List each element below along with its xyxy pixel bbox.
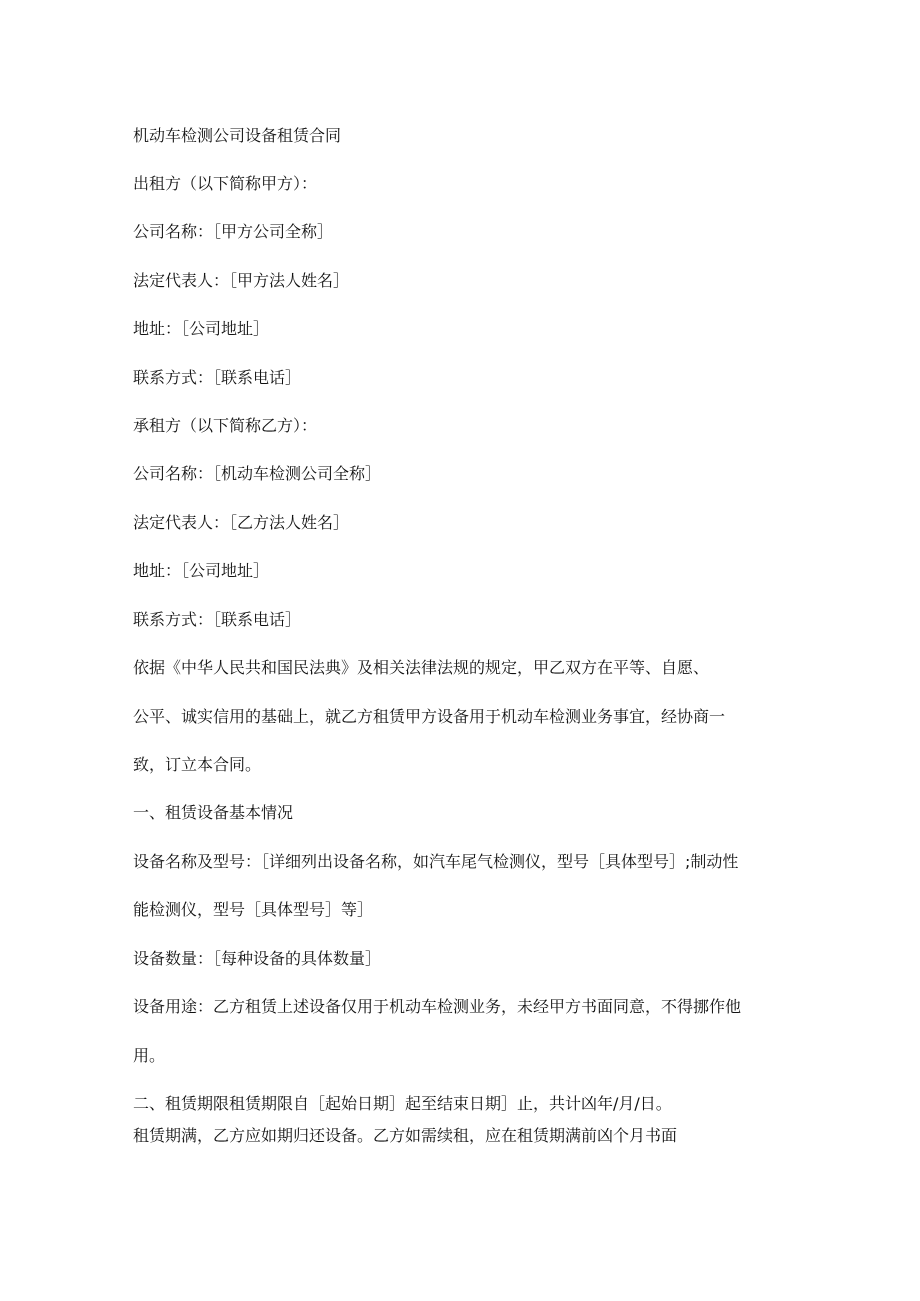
lessor-heading: 出租方（以下简称甲方）：	[133, 174, 318, 193]
lessor-address: 地址：［公司地址］	[133, 319, 270, 338]
preamble-line-3: 致，订立本合同。	[133, 755, 262, 774]
lessee-heading: 承租方（以下简称乙方）：	[133, 416, 318, 435]
equipment-quantity: 设备数量：［每种设备的具体数量］	[133, 949, 382, 968]
section2-line-2: 租赁期满，乙方应如期归还设备。乙方如需续租，应在租赁期满前凶个月书面	[133, 1126, 678, 1145]
lessor-legal-rep: 法定代表人：［甲方法人姓名］	[133, 271, 350, 290]
document-title: 机动车检测公司设备租赁合同	[133, 126, 342, 145]
equipment-name-line-2: 能检测仪，型号［具体型号］等］	[133, 900, 374, 919]
lessee-address: 地址：［公司地址］	[133, 561, 270, 580]
preamble-line-2: 公平、诚实信用的基础上，就乙方租赁甲方设备用于机动车检测业务事宜，经协商一	[133, 707, 726, 726]
lessee-legal-rep: 法定代表人：［乙方法人姓名］	[133, 513, 350, 532]
equipment-use-line-2: 用。	[133, 1046, 166, 1065]
section2-line-1: 二、租赁期限租赁期限自［起始日期］起至结束日期］止，共计凶年/月/日。	[133, 1094, 672, 1113]
lessee-company-name: 公司名称：［机动车检测公司全称］	[133, 464, 382, 483]
lessor-contact: 联系方式：［联系电话］	[133, 368, 302, 387]
equipment-name-line-1: 设备名称及型号：［详细列出设备名称，如汽车尾气检测仪，型号［具体型号］;制动性	[133, 852, 739, 871]
lessee-contact: 联系方式：［联系电话］	[133, 610, 302, 629]
lessor-company-name: 公司名称：［甲方公司全称］	[133, 222, 334, 241]
preamble-line-1: 依据《中华人民共和国民法典》及相关法律法规的规定，甲乙双方在平等、自愿、	[133, 658, 710, 677]
equipment-use-line-1: 设备用途：乙方租赁上述设备仅用于机动车检测业务，未经甲方书面同意，不得挪作他	[133, 997, 742, 1016]
section1-heading: 一、租赁设备基本情况	[133, 803, 294, 822]
